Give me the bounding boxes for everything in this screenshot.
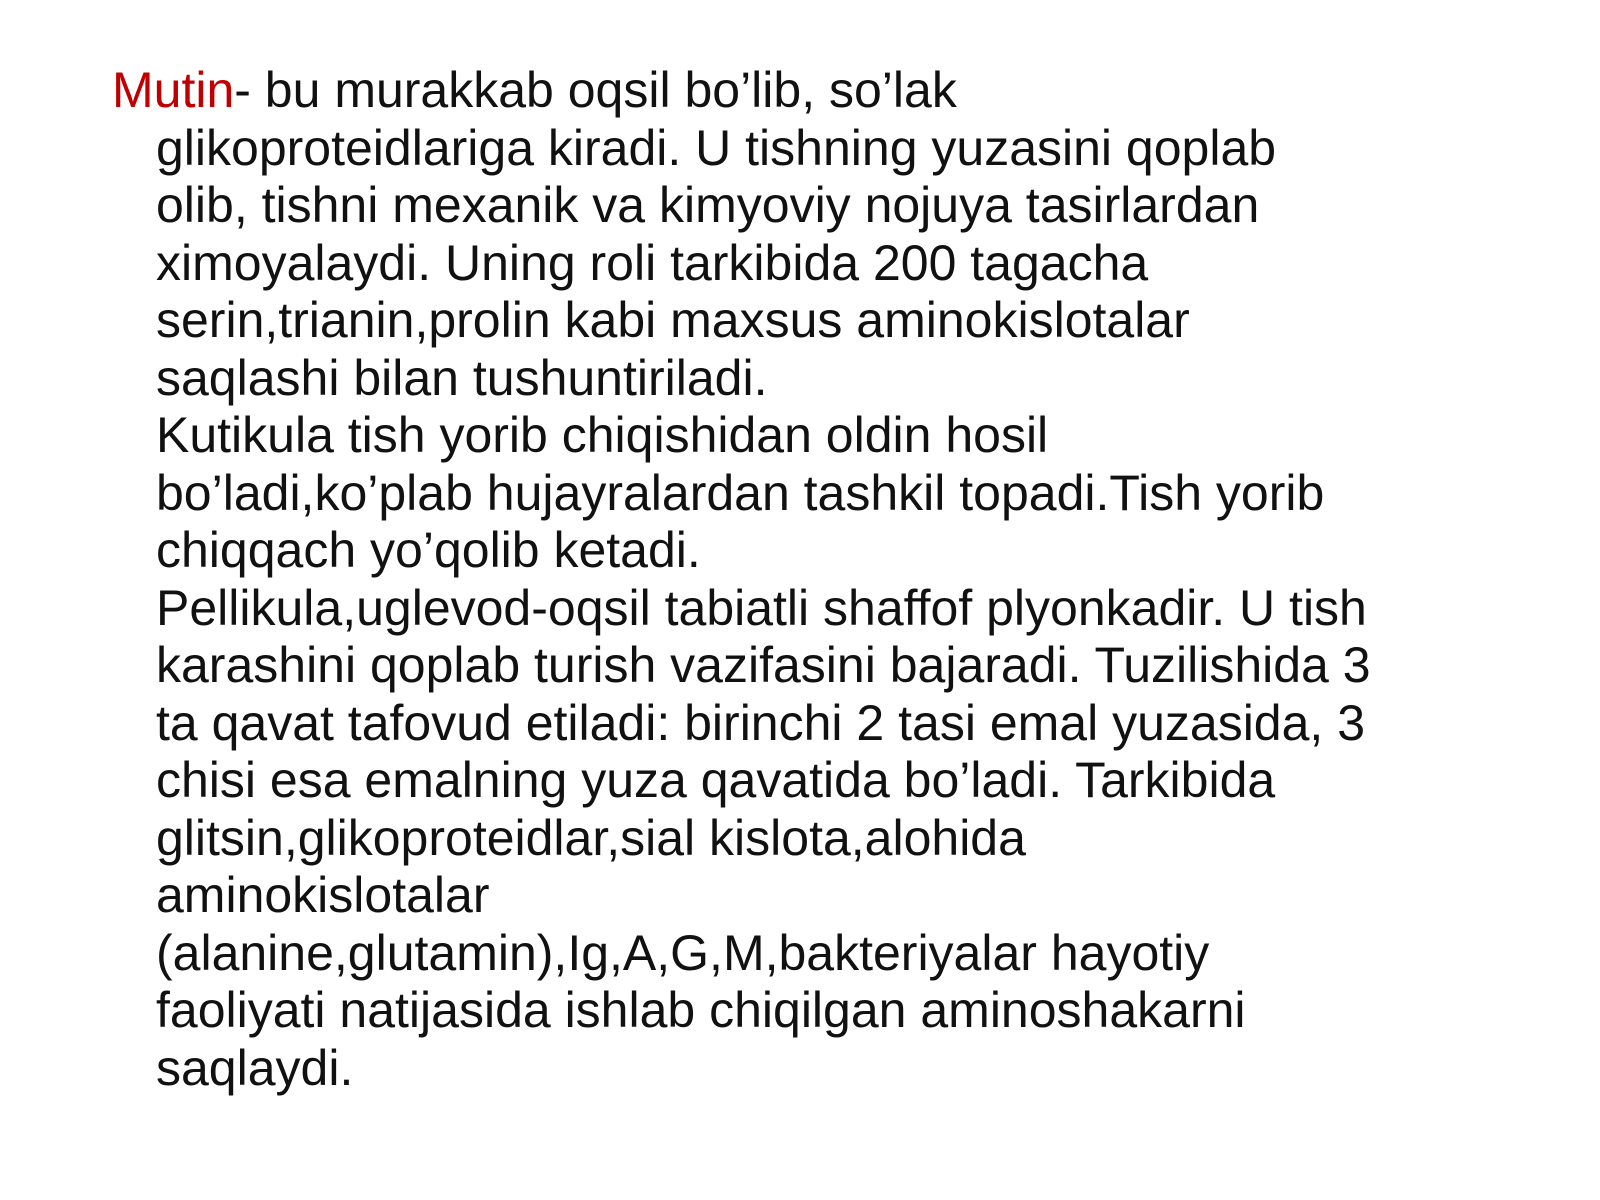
text-line: chiqqach yo’qolib ketadi. bbox=[156, 522, 701, 578]
text-line bbox=[112, 62, 1556, 120]
text-line: Pellikula,uglevod-oqsil tabiatli shaffof plyonkadir. U tish bbox=[156, 579, 1367, 636]
body-text bbox=[112, 62, 1556, 1097]
text-line: bo’ladi,ko’plab hujayralardan tashkil topadi.Tish yorib bbox=[156, 464, 1325, 521]
text-line: olib, tishni mexanik va kimyoviy nojuya tasirlardan bbox=[156, 177, 1260, 233]
text-line: ximoyalaydi. Uning roli tarkibida 200 tagacha bbox=[156, 234, 1149, 291]
text-line: Kutikula tish yorib chiqishidan oldin hosil bbox=[156, 407, 1049, 463]
text-line: faoliyati natijasida ishlab chiqilgan aminoshakarni bbox=[156, 982, 1246, 1038]
text-line: glikoproteidlariga kiradi. U tishning yuzasini qoplab bbox=[156, 119, 1277, 176]
text-line: chisi esa emalning yuza qavatida bo’ladi. Tarkibida bbox=[156, 752, 1276, 808]
text-line: karashini qoplab turish vazifasini bajaradi. Tuzilishida 3 bbox=[156, 637, 1371, 693]
text-line: serin,trianin,prolin kabi maxsus aminokislotalar bbox=[156, 292, 1190, 348]
text-line: saqlashi bilan tushuntiriladi. bbox=[156, 349, 768, 406]
text-line: aminokislotalar bbox=[156, 867, 490, 923]
term-mutin: Mutin bbox=[112, 62, 235, 118]
text-line: (alanine,glutamin),Ig,A,G,M,bakteriyalar hayotiy bbox=[156, 924, 1210, 981]
text-line: saqlaydi. bbox=[156, 1039, 354, 1096]
text-line-content: - bu murakkab oqsil bo’lib, so’lak bbox=[234, 62, 957, 118]
text-line: ta qavat tafovud etiladi: birinchi 2 tasi emal yuzasida, 3 bbox=[156, 694, 1366, 751]
text-line: glitsin,glikoproteidlar,sial kislota,alohida bbox=[156, 809, 1026, 866]
